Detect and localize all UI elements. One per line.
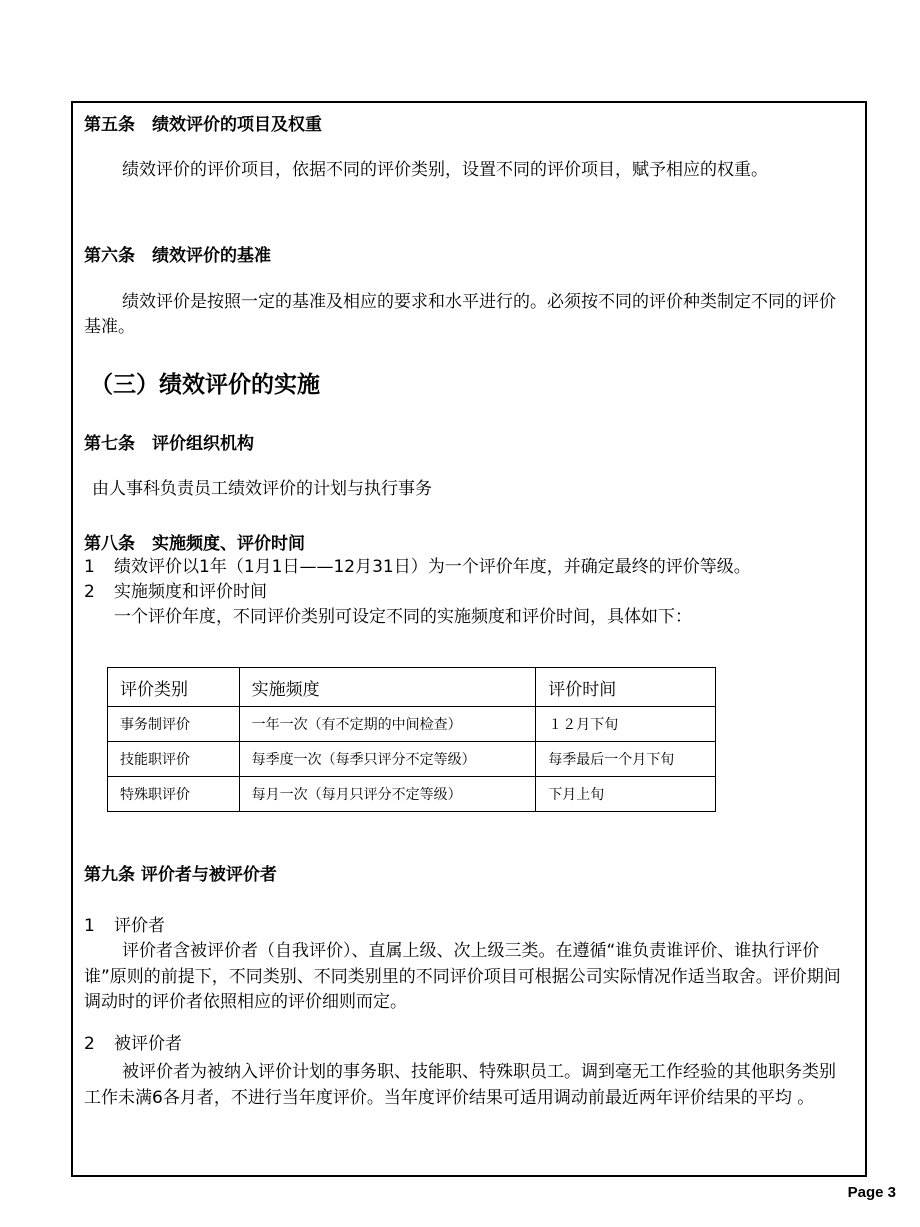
article-5-title: 第五条 绩效评价的项目及权重	[84, 115, 322, 135]
item-number: 1	[84, 916, 95, 936]
page-number: Page 3	[847, 1184, 896, 1201]
table-cell: 每季最后一个月下旬	[536, 742, 716, 777]
table-header-cell: 评价类别	[108, 668, 240, 707]
item-number: 2	[84, 1034, 95, 1054]
table-header-row	[108, 668, 716, 707]
item-text: 实施频度和评价时间	[114, 582, 267, 602]
article-8-item-2	[84, 580, 267, 605]
article-9-title: 第九条 评价者与被评价者	[84, 865, 277, 885]
table-cell: １２月下旬	[536, 707, 716, 742]
table-row	[108, 707, 716, 742]
item-text: 被评价者	[114, 1034, 182, 1054]
article-7-title: 第七条 评价组织机构	[84, 434, 254, 454]
article-5-text: 绩效评价的评价项目，依据不同的评价类别，设置不同的评价项目，赋予相应的权重。	[122, 160, 768, 180]
table-header-cell: 评价时间	[536, 668, 716, 707]
table-cell: 一年一次（有不定期的中间检查）	[239, 707, 536, 742]
item-number: 1	[84, 557, 95, 577]
article-6-text: 绩效评价是按照一定的基准及相应的要求和水平进行的。必须按不同的评价种类制定不同的评价基准。	[84, 292, 836, 337]
table-cell: 每月一次（每月只评分不定等级）	[239, 777, 536, 812]
item-text: 评价者	[114, 916, 165, 936]
article-9-item-1-text: 评价者含被评价者（自我评价）、直属上级、次上级三类。在遵循“谁负责谁评价、谁执行评价谁”原则的前提下，不同类别、不同类别里的不同评价项目可根据公司实际情况作适当取舍。评价期间调动时的评价者依照相应的评价细则而定。	[84, 941, 841, 1012]
table-header-cell: 实施频度	[239, 668, 536, 707]
table-cell: 技能职评价	[108, 742, 240, 777]
article-9-item-1-label	[84, 914, 165, 939]
article-9-item-2-text: 被评价者为被纳入评价计划的事务职、技能职、特殊职员工。调到毫无工作经验的其他职务类别工作未满6各月者，不进行当年度评价。当年度评价结果可适用调动前最近两年评价结果的平均 。	[84, 1062, 836, 1108]
table-cell: 每季度一次（每季只评分不定等级）	[239, 742, 536, 777]
article-6-title: 第六条 绩效评价的基准	[84, 246, 271, 266]
evaluation-schedule-table	[107, 667, 716, 812]
item-number: 2	[84, 582, 95, 602]
table-cell: 下月上旬	[536, 777, 716, 812]
article-7-text: 由人事科负责员工绩效评价的计划与执行事务	[92, 479, 432, 499]
table-cell: 事务制评价	[108, 707, 240, 742]
item-text: 绩效评价以1年（1月1日——12月31日）为一个评价年度，并确定最终的评价等级。	[114, 557, 751, 577]
table-row	[108, 777, 716, 812]
section-3-title: （三）绩效评价的实施	[90, 372, 320, 398]
article-8-intro: 一个评价年度，不同评价类别可设定不同的实施频度和评价时间，具体如下：	[114, 607, 692, 627]
article-8-item-1	[84, 555, 751, 580]
table-cell: 特殊职评价	[108, 777, 240, 812]
table-row	[108, 742, 716, 777]
article-8-title: 第八条 实施频度、评价时间	[84, 534, 305, 554]
article-9-item-2-label	[84, 1032, 182, 1057]
